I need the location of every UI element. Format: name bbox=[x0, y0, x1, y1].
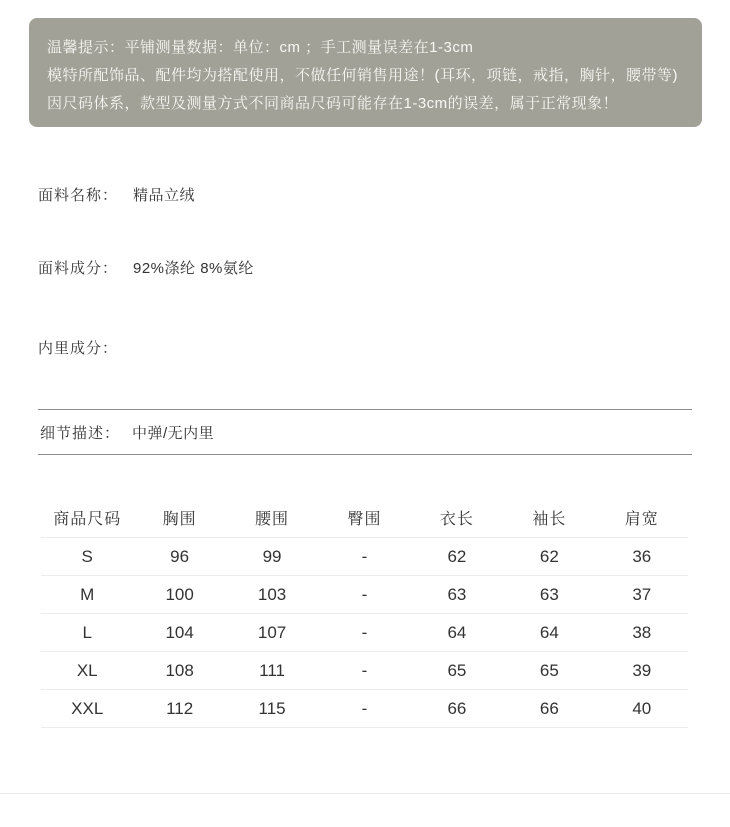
table-cell: 111 bbox=[259, 660, 285, 680]
fabric-name-row bbox=[38, 186, 195, 206]
table-cell: 115 bbox=[258, 698, 286, 718]
fabric-composition-value: 92%涤纶 8%氨纶 bbox=[133, 260, 254, 277]
table-cell: 62 bbox=[539, 546, 559, 566]
detail-description-label: 细节描述： bbox=[40, 424, 121, 442]
table-cell: 64 bbox=[447, 622, 467, 642]
table-cell: XL bbox=[76, 660, 98, 680]
table-cell: - bbox=[361, 622, 368, 642]
size-table-header-row bbox=[41, 498, 688, 538]
notice-line-tolerance: 因尺码体系，款型及测量方式不同商品尺码可能存在1-3cm的误差，属于正常现象！ bbox=[47, 95, 619, 112]
table-cell: 39 bbox=[632, 660, 652, 680]
table-cell: 38 bbox=[632, 622, 652, 642]
table-cell: 66 bbox=[539, 698, 559, 718]
header-length: 衣长 bbox=[439, 511, 474, 528]
table-cell: 37 bbox=[632, 584, 652, 604]
table-cell: - bbox=[361, 698, 368, 718]
table-cell: 104 bbox=[165, 622, 194, 642]
notice-box bbox=[29, 18, 702, 127]
notice-line-accessories: 模特所配饰品、配件均为搭配使用，不做任何销售用途！(耳环，项链，戒指，胸针，腰带等) bbox=[47, 67, 678, 84]
table-cell: 63 bbox=[447, 584, 467, 604]
table-cell: - bbox=[361, 546, 368, 566]
detail-description-value: 中弹/无内里 bbox=[132, 424, 215, 442]
table-cell: 66 bbox=[447, 698, 467, 718]
table-cell: 107 bbox=[257, 622, 287, 642]
table-row bbox=[41, 652, 688, 690]
header-size: 商品尺码 bbox=[53, 511, 122, 528]
table-row bbox=[41, 538, 688, 576]
lining-composition-row bbox=[38, 339, 133, 359]
table-cell: 64 bbox=[539, 622, 559, 642]
header-shoulder: 肩宽 bbox=[624, 511, 659, 528]
table-cell: 65 bbox=[539, 660, 559, 680]
table-cell: 63 bbox=[539, 584, 559, 604]
header-bust: 胸围 bbox=[162, 511, 197, 528]
table-row bbox=[41, 576, 688, 614]
table-cell: 62 bbox=[447, 546, 467, 566]
fabric-composition-label: 面料成分： bbox=[38, 260, 119, 277]
header-sleeve: 袖长 bbox=[532, 511, 567, 528]
table-row bbox=[41, 614, 688, 652]
table-cell: XXL bbox=[71, 698, 104, 718]
table-cell: 96 bbox=[170, 546, 190, 566]
table-cell: 99 bbox=[262, 546, 282, 566]
table-cell: 100 bbox=[165, 584, 194, 604]
fabric-name-value: 精品立绒 bbox=[133, 187, 196, 204]
table-cell: 103 bbox=[257, 584, 287, 604]
table-cell: M bbox=[80, 584, 95, 604]
size-table-body bbox=[41, 538, 688, 728]
lining-composition-label: 内里成分： bbox=[38, 340, 119, 357]
table-cell: - bbox=[361, 584, 368, 604]
table-cell: 108 bbox=[165, 660, 194, 680]
notice-line-measure: 温馨提示：平铺测量数据：单位：cm ；手工测量误差在1-3cm bbox=[47, 39, 474, 56]
detail-description-strip bbox=[38, 409, 692, 455]
fabric-name-label: 面料名称： bbox=[38, 187, 119, 204]
table-cell: 40 bbox=[632, 698, 652, 718]
table-cell: 112 bbox=[166, 698, 194, 718]
table-row bbox=[41, 690, 688, 728]
bottom-divider bbox=[0, 793, 730, 794]
fabric-composition-row bbox=[38, 259, 254, 279]
size-table bbox=[41, 498, 688, 728]
table-cell: - bbox=[361, 660, 368, 680]
header-waist: 腰围 bbox=[255, 511, 290, 528]
table-cell: L bbox=[82, 622, 92, 642]
table-cell: 36 bbox=[632, 546, 652, 566]
table-cell: 65 bbox=[447, 660, 467, 680]
table-cell: S bbox=[81, 546, 93, 566]
header-hip: 臀围 bbox=[347, 511, 382, 528]
